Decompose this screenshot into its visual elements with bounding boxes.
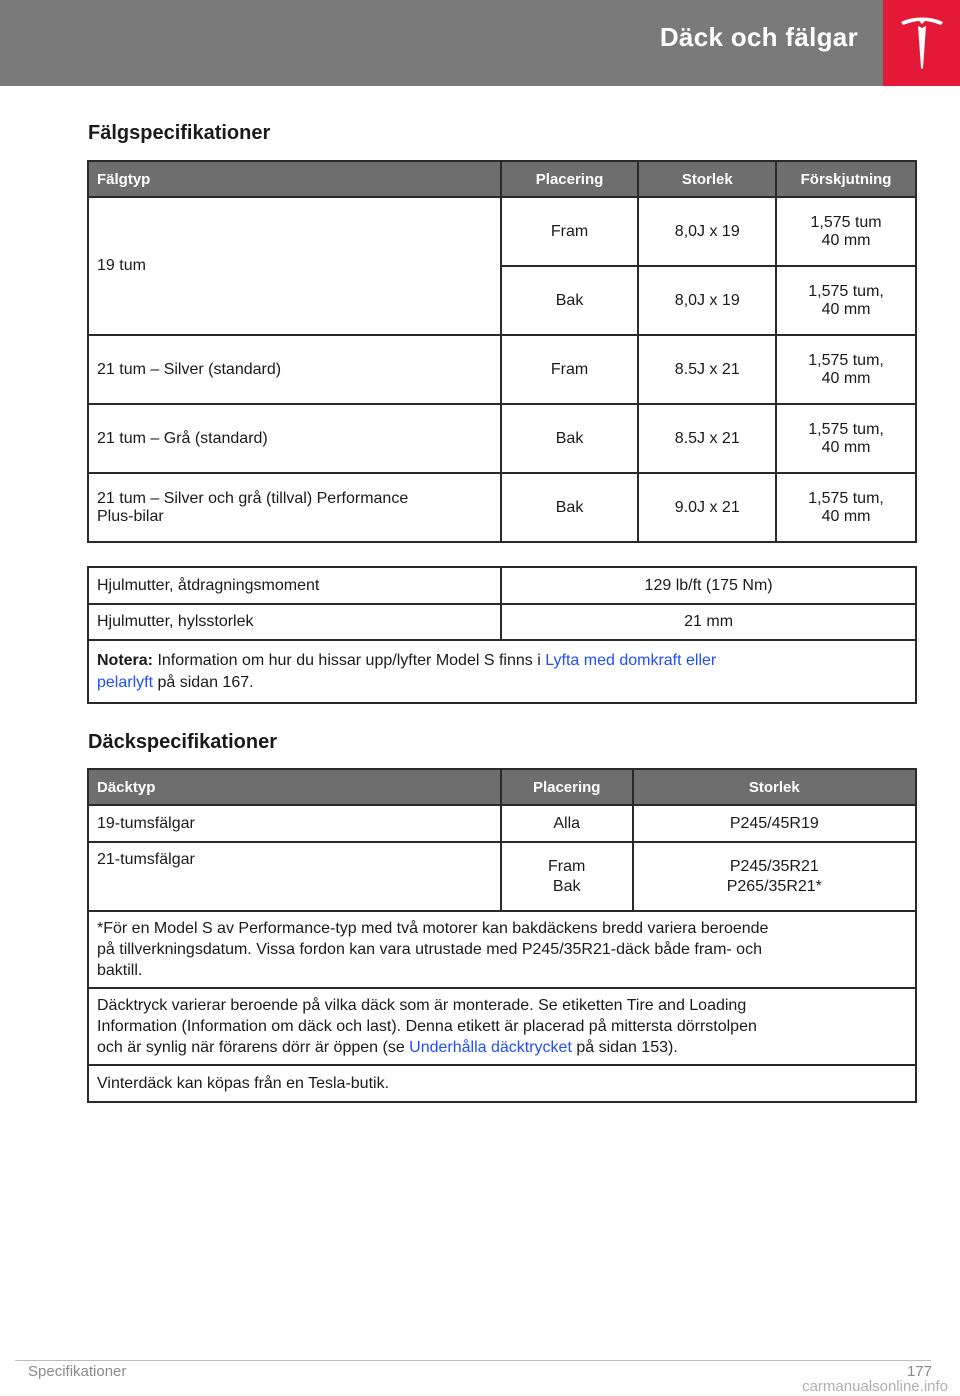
- tire-type-cell: 19-tumsfälgar: [88, 805, 501, 842]
- column-header: Placering: [501, 769, 633, 805]
- pressure-line: Däcktryck varierar beroende på vilka däck som är monterade. Se etiketten Tire and Loading: [97, 997, 747, 1014]
- table-row: [88, 567, 916, 604]
- table-row: [88, 335, 916, 404]
- table-row: [88, 988, 916, 1065]
- pressure-line: och är synlig när förarens dörr är öppen (se: [97, 1039, 410, 1056]
- wheel-type-line: Plus-bilar: [97, 507, 164, 525]
- wheel-type-line: 21 tum – Silver och grå (tillval) Performance: [97, 489, 409, 507]
- column-header: Storlek: [638, 161, 776, 197]
- table-row: [88, 473, 916, 542]
- size-cell: 8.5J x 21: [638, 404, 776, 473]
- note-after: på sidan 167.: [153, 673, 254, 691]
- lift-link[interactable]: Lyfta med domkraft eller: [545, 651, 717, 669]
- placement-cell: Bak: [501, 473, 639, 542]
- pressure-line: på sidan 153).: [571, 1039, 678, 1056]
- placement-cell: Bak: [501, 404, 639, 473]
- placement-cell: Fram: [501, 335, 639, 404]
- lift-link-cont[interactable]: pelarlyft: [97, 673, 154, 691]
- size-cell: 8.5J x 21: [638, 335, 776, 404]
- lug-nut-table: [87, 566, 917, 704]
- lug-socket-label: Hjulmutter, hylsstorlek: [88, 604, 501, 640]
- placement-cell: [501, 842, 633, 911]
- placement-cell: Alla: [501, 805, 633, 842]
- tire-type-cell: 21-tumsfälgar: [88, 842, 501, 911]
- offset-line: 1,575 tum,: [808, 489, 884, 507]
- offset-cell: [776, 335, 916, 404]
- offset-cell: [776, 404, 916, 473]
- column-header: Placering: [501, 161, 639, 197]
- column-header: Fälgtyp: [88, 161, 501, 197]
- footer-divider: [15, 1360, 931, 1361]
- table-row: [88, 640, 916, 703]
- offset-line: 1,575 tum: [810, 213, 882, 231]
- offset-line: 1,575 tum,: [808, 420, 884, 438]
- wheel-type-cell: 21 tum – Silver (standard): [88, 335, 501, 404]
- column-header: Förskjutning: [776, 161, 916, 197]
- tire-specs-table: [87, 768, 917, 1103]
- table-header-row: [88, 161, 916, 197]
- pressure-line: Information (Information om däck och last). Denna etikett är placerad på mittersta dörrstolpen: [97, 1018, 757, 1035]
- table-row: [88, 604, 916, 640]
- offset-line: 1,575 tum,: [808, 282, 884, 300]
- size-line: P245/35R21: [729, 857, 819, 875]
- table-row: [88, 911, 916, 988]
- placement-line: Fram: [548, 857, 586, 875]
- offset-line: 40 mm: [821, 231, 871, 249]
- tesla-logo-icon: [899, 16, 945, 70]
- column-header: Storlek: [633, 769, 916, 805]
- tire-footnote: [88, 911, 916, 988]
- placement-cell: Bak: [501, 266, 639, 335]
- offset-cell: [776, 197, 916, 266]
- wheel-type-cell: [88, 473, 501, 542]
- offset-line: 40 mm: [821, 438, 871, 456]
- offset-cell: [776, 266, 916, 335]
- wheel-specs-heading: Fälgspecifikationer: [88, 122, 271, 144]
- lug-torque-label: Hjulmutter, åtdragningsmoment: [88, 567, 501, 604]
- wheel-type-cell: 19 tum: [88, 197, 501, 335]
- table-row: [88, 197, 916, 266]
- size-cell: [633, 842, 916, 911]
- placement-line: Bak: [552, 877, 581, 895]
- note-label: Notera:: [97, 651, 154, 669]
- size-line: P265/35R21*: [726, 877, 822, 895]
- tire-pressure-note: [88, 988, 916, 1065]
- lug-note: [88, 640, 916, 703]
- footnote-line: på tillverkningsdatum. Vissa fordon kan vara utrustade med P245/35R21-däck både fram- och: [97, 941, 762, 958]
- table-row: [88, 842, 916, 911]
- tesla-logo: [883, 0, 960, 86]
- offset-line: 1,575 tum,: [808, 351, 884, 369]
- offset-line: 40 mm: [821, 507, 871, 525]
- table-header-row: [88, 769, 916, 805]
- offset-cell: [776, 473, 916, 542]
- tire-pressure-link[interactable]: Underhålla däcktrycket: [409, 1039, 572, 1056]
- footnote-line: baktill.: [97, 962, 143, 979]
- footer-page-number: 177: [906, 1363, 932, 1380]
- lug-socket-value: 21 mm: [501, 604, 916, 640]
- offset-line: 40 mm: [821, 300, 871, 318]
- note-text: Information om hur du hissar upp/lyfter Model S finns i: [153, 651, 546, 669]
- lug-torque-value: 129 lb/ft (175 Nm): [501, 567, 916, 604]
- offset-line: 40 mm: [821, 369, 871, 387]
- table-row: [88, 1065, 916, 1102]
- wheel-specs-table: [87, 160, 917, 543]
- wheel-type-cell: 21 tum – Grå (standard): [88, 404, 501, 473]
- table-row: [88, 404, 916, 473]
- table-row: [88, 805, 916, 842]
- size-cell: P245/45R19: [633, 805, 916, 842]
- placement-cell: Fram: [501, 197, 639, 266]
- page-title: Däck och fälgar: [659, 22, 858, 52]
- tire-specs-heading: Däckspecifikationer: [88, 731, 277, 753]
- column-header: Däcktyp: [88, 769, 501, 805]
- footer-section: Specifikationer: [28, 1363, 127, 1380]
- footnote-line: *För en Model S av Performance-typ med två motorer kan bakdäckens bredd variera beroende: [97, 920, 769, 937]
- size-cell: 9.0J x 21: [638, 473, 776, 542]
- winter-tire-note: Vinterdäck kan köpas från en Tesla-butik.: [88, 1065, 916, 1102]
- size-cell: 8,0J x 19: [638, 197, 776, 266]
- watermark: carmanualsonline.info: [802, 1378, 948, 1395]
- size-cell: 8,0J x 19: [638, 266, 776, 335]
